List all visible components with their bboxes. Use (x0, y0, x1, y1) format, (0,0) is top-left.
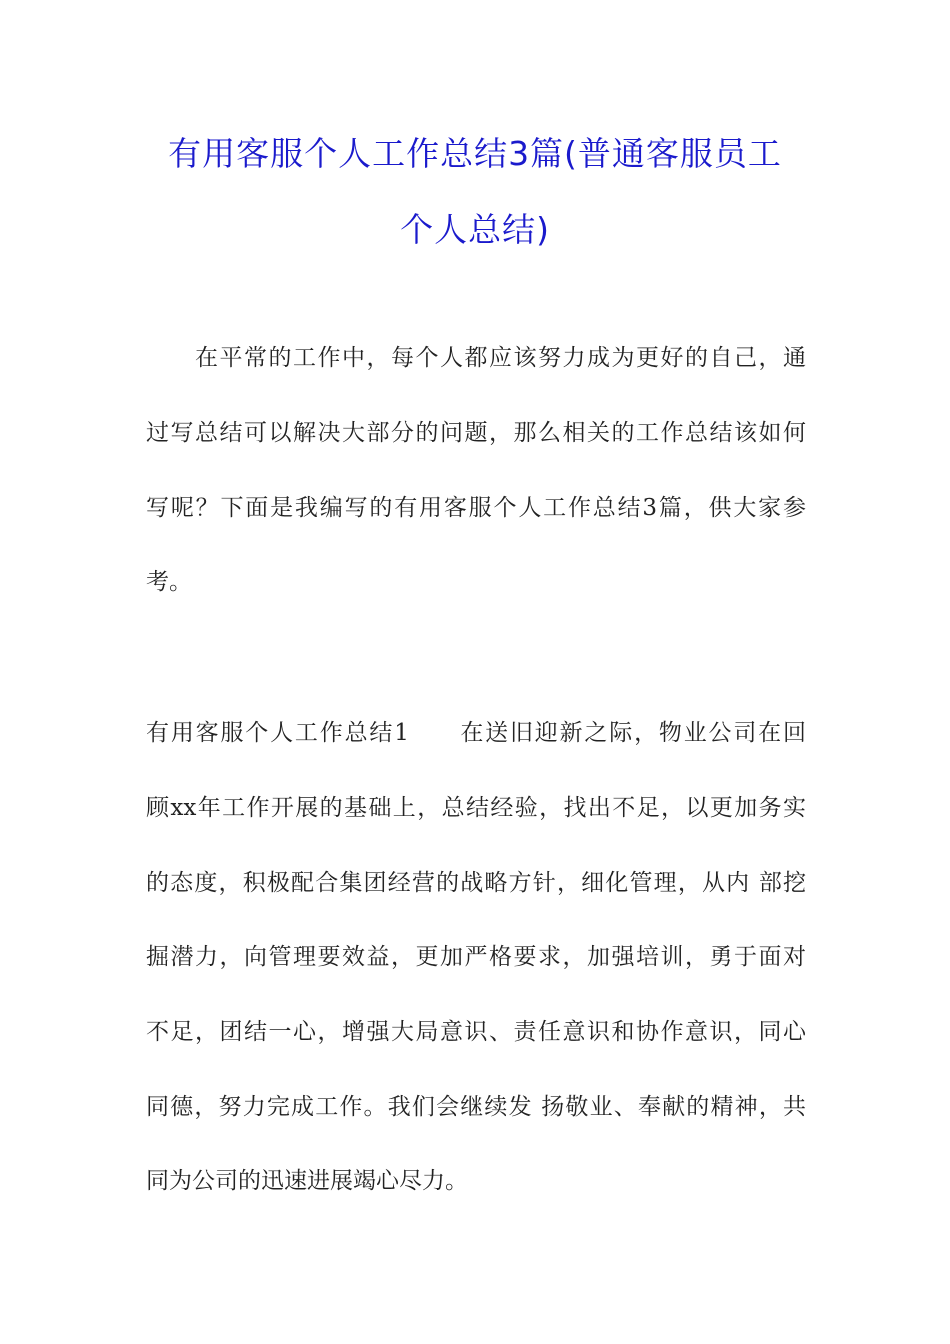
intro-line: 在平常的工作中，每个人都应该努力成为更好的自己，通 (146, 345, 806, 371)
section1-line: 有用客服个人工作总结1 在送旧迎新之际，物业公司在回 (146, 720, 806, 746)
section1-line: 顾xx年工作开展的基础上，总结经验，找出不足，以更加务实 (146, 795, 806, 821)
intro-line: 写呢？下面是我编写的有用客服个人工作总结3篇，供大家参 (146, 495, 806, 521)
section1-line: 同德，努力完成工作。我们会继续发 扬敬业、奉献的精神，共 (146, 1094, 806, 1120)
document-title-line-1: 有用客服个人工作总结3篇(普通客服员工 (168, 134, 782, 173)
section1-line: 同为公司的迅速进展竭心尽力。 (146, 1168, 468, 1194)
section1-line: 掘潜力，向管理要效益，更加严格要求，加强培训，勇于面对 (146, 944, 806, 970)
intro-line: 考。 (146, 569, 192, 595)
section1-line: 不足，团结一心，增强大局意识、责任意识和协作意识，同心 (146, 1019, 806, 1045)
section1-line: 的态度，积极配合集团经营的战略方针，细化管理，从内 部挖 (146, 870, 806, 896)
document-title-line-2: 个人总结) (400, 210, 550, 249)
intro-line: 过写总结可以解决大部分的问题，那么相关的工作总结该如何 (146, 420, 806, 446)
